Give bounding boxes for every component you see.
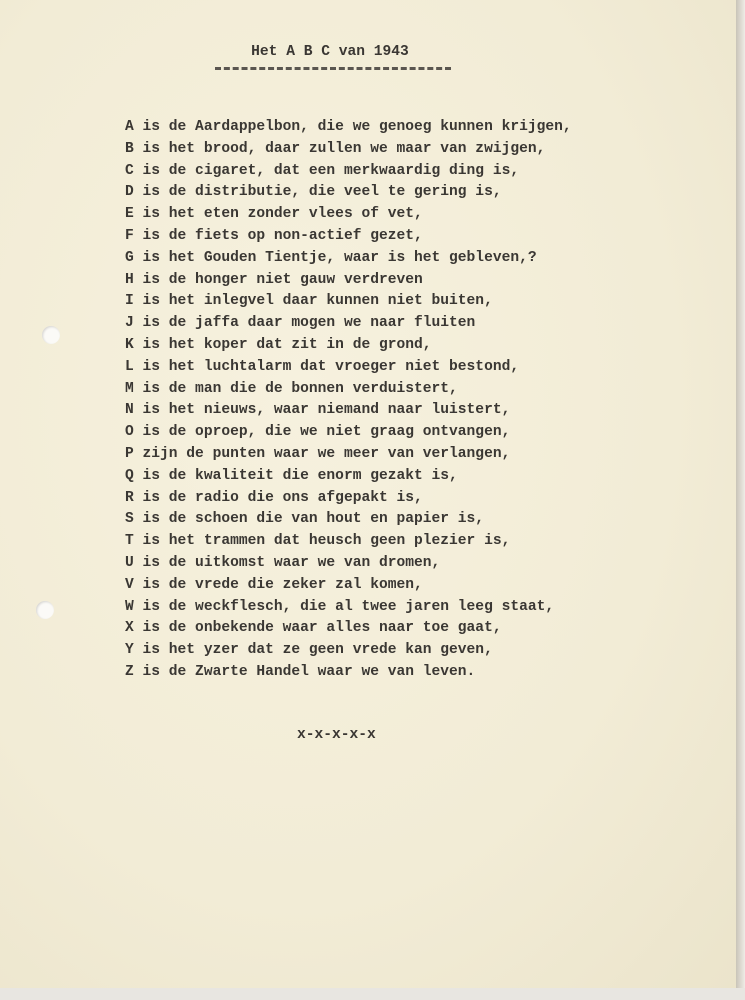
poem-line: S is de schoen die van hout en papier is, <box>125 511 485 528</box>
document-title: Het A B C van 1943 <box>251 44 409 60</box>
punch-hole <box>42 326 60 344</box>
poem-line: X is de onbekende waar alles naar toe gaat, <box>125 620 502 637</box>
poem-line: H is de honger niet gauw verdreven <box>125 271 423 288</box>
poem-line: U is de uitkomst waar we van dromen, <box>125 554 441 571</box>
poem-line: F is de fiets op non-actief gezet, <box>125 227 423 244</box>
poem-line: W is de weckflesch, die al twee jaren leeg staat, <box>125 598 555 615</box>
poem-line: P zijn de punten waar we meer van verlangen, <box>125 445 511 462</box>
poem-line: D is de distributie, die veel te gering is, <box>125 184 502 201</box>
poem-line: I is het inlegvel daar kunnen niet buiten, <box>125 293 493 310</box>
poem-line: O is de oproep, die we niet graag ontvangen, <box>125 424 511 441</box>
poem-line: V is de vrede die zeker zal komen, <box>125 576 423 593</box>
poem-line: M is de man die de bonnen verduistert, <box>125 380 458 397</box>
poem-line: C is de cigaret, dat een merkwaardig ding is, <box>125 162 520 179</box>
poem-line: Y is het yzer dat ze geen vrede kan geven, <box>125 642 493 659</box>
poem-line: Q is de kwaliteit die enorm gezakt is, <box>125 467 458 484</box>
poem-line: B is het brood, daar zullen we maar van zwijgen, <box>125 140 546 157</box>
poem-line: N is het nieuws, waar niemand naar luistert, <box>125 402 511 419</box>
poem-line: G is het Gouden Tientje, waar is het gebleven,? <box>125 249 537 266</box>
poem-line: A is de Aardappelbon, die we genoeg kunnen krijgen, <box>125 119 572 135</box>
page-edge <box>736 0 745 1000</box>
poem-lines <box>125 117 572 684</box>
title-underline <box>215 67 451 70</box>
background-strip <box>0 988 745 1000</box>
poem-line: T is het trammen dat heusch geen plezier is, <box>125 533 511 550</box>
poem-line: L is het luchtalarm dat vroeger niet bestond, <box>125 358 520 375</box>
closing-mark: x-x-x-x-x <box>297 727 376 743</box>
poem-line: E is het eten zonder vlees of vet, <box>125 206 423 223</box>
poem-line: K is het koper dat zit in de grond, <box>125 336 432 353</box>
poem-line: J is de jaffa daar mogen we naar fluiten <box>125 315 476 332</box>
punch-hole <box>36 601 54 619</box>
poem-line: R is de radio die ons afgepakt is, <box>125 489 423 506</box>
poem-line: Z is de Zwarte Handel waar we van leven. <box>125 663 476 680</box>
